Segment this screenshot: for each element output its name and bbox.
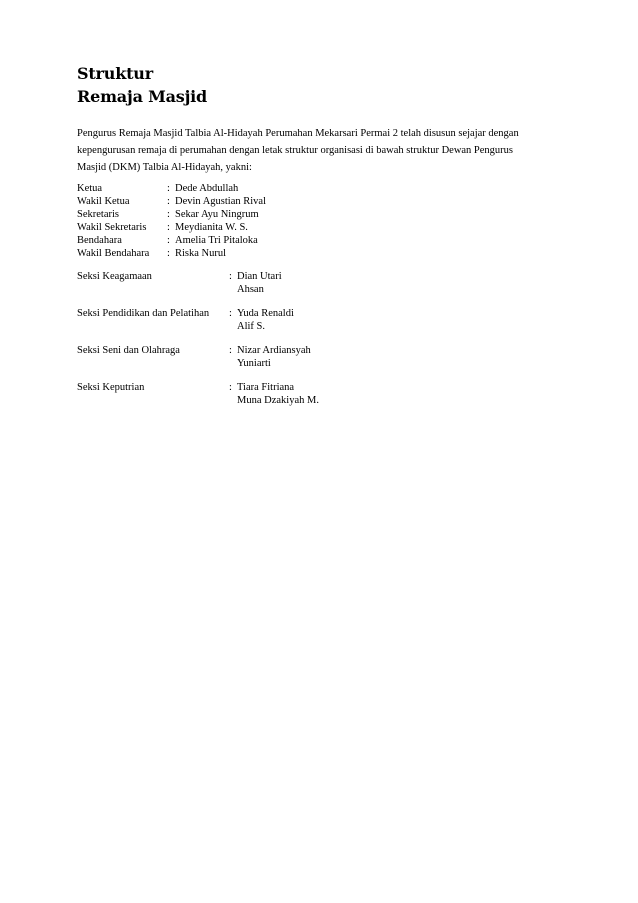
intro-line: kepengurusan remaja di perumahan dengan letak struktur organisasi di bawah struktur Dewan Pengurus <box>77 145 514 156</box>
intro-paragraph <box>77 125 567 176</box>
officer-name: Amelia Tri Pitaloka <box>175 235 258 246</box>
document-title <box>77 62 207 108</box>
section-members <box>237 381 319 407</box>
section-name: Seksi Keputrian <box>77 382 145 393</box>
officer-role: Wakil Ketua <box>77 196 130 207</box>
section-members <box>237 270 282 296</box>
officer-role: Bendahara <box>77 235 122 246</box>
section-member: Alif S. <box>237 321 266 332</box>
officer-name: Devin Agustian Rival <box>175 196 266 207</box>
separator-colon: : <box>229 271 232 282</box>
officer-name: Dede Abdullah <box>175 183 239 194</box>
officer-name: Sekar Ayu Ningrum <box>175 209 259 220</box>
section-name: Seksi Pendidikan dan Pelatihan <box>77 308 210 319</box>
section-member: Yuda Renaldi <box>237 308 294 319</box>
section-name: Seksi Keagamaan <box>77 271 152 282</box>
officer-role: Sekretaris <box>77 209 119 220</box>
section-member: Dian Utari <box>237 271 282 282</box>
officer-role: Wakil Sekretaris <box>77 222 147 233</box>
separator-colon: : <box>229 345 232 356</box>
section-member: Ahsan <box>237 284 264 295</box>
officer-role: Ketua <box>77 183 103 194</box>
section-member: Tiara Fitriana <box>237 382 295 393</box>
separator-colon: : <box>167 248 170 259</box>
section-member: Yuniarti <box>237 358 271 369</box>
section-members <box>237 344 311 370</box>
separator-colon: : <box>167 235 170 246</box>
section-member: Muna Dzakiyah M. <box>237 395 319 406</box>
title-line-1: Struktur <box>77 64 153 83</box>
separator-colon: : <box>167 209 170 220</box>
intro-line: Pengurus Remaja Masjid Talbia Al-Hidayah Perumahan Mekarsari Permai 2 telah disusun sejajar dengan <box>77 128 519 139</box>
intro-line: Masjid (DKM) Talbia Al-Hidayah, yakni: <box>77 162 252 173</box>
title-line-2: Remaja Masjid <box>77 87 208 106</box>
separator-colon: : <box>167 222 170 233</box>
separator-colon: : <box>229 308 232 319</box>
section-members <box>237 307 294 333</box>
officer-name: Riska Nurul <box>175 248 227 259</box>
separator-colon: : <box>167 183 170 194</box>
section-member: Nizar Ardiansyah <box>237 345 311 356</box>
officer-role: Wakil Bendahara <box>77 248 150 259</box>
separator-colon: : <box>229 382 232 393</box>
section-name: Seksi Seni dan Olahraga <box>77 345 180 356</box>
separator-colon: : <box>167 196 170 207</box>
officer-name: Meydianita W. S. <box>175 222 248 233</box>
